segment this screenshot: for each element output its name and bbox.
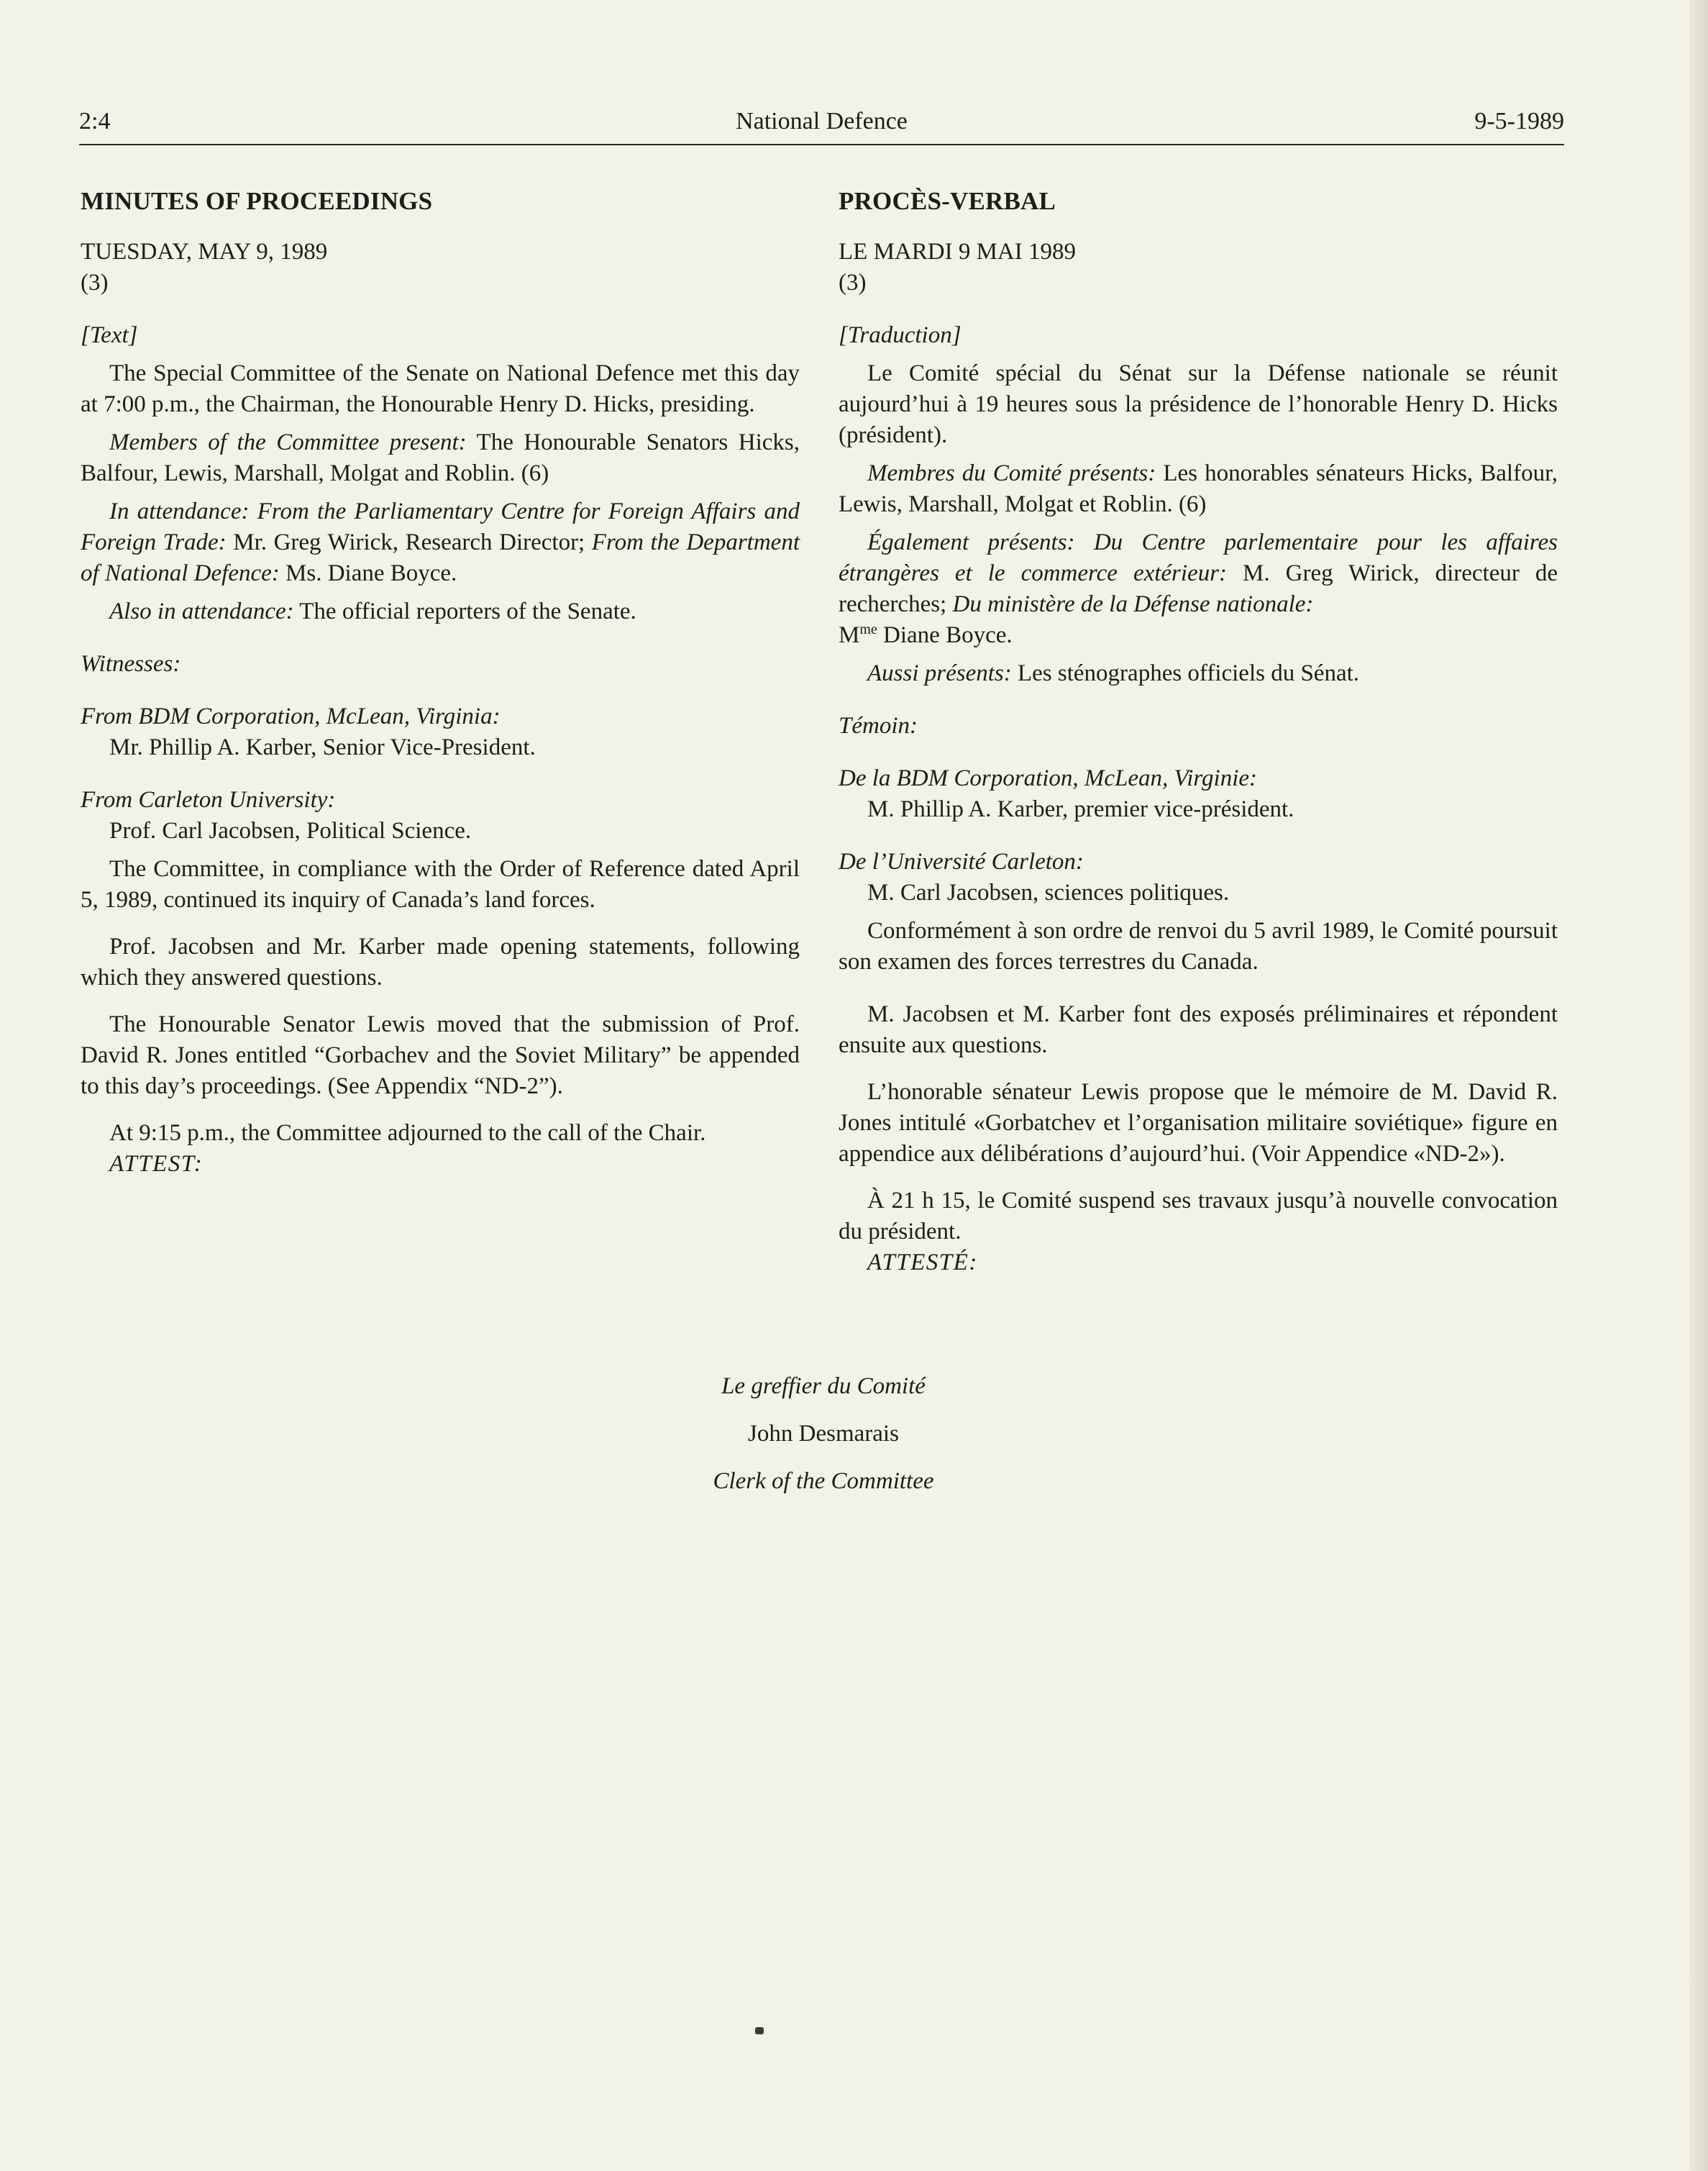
members-present-fr — [839, 458, 1558, 520]
also-label-fr: Aussi présents: — [867, 660, 1012, 686]
clerk-title-fr: Le greffier du Comité — [721, 1373, 926, 1399]
witnesses-heading-fr: Témoin: — [839, 713, 918, 739]
clerk-name: John Desmarais — [748, 1421, 899, 1447]
attendance-label-1: In attendance: From the Parliamentary Centre for Foreign Affairs and Foreign Trade: — [81, 499, 800, 555]
page-edge — [1689, 0, 1708, 2171]
also-label: Also in attendance: — [109, 598, 294, 624]
witness-organization-2: From Carleton University: — [81, 787, 336, 813]
members-present — [81, 427, 800, 489]
motion-paragraph-fr: L’honorable sénateur Lewis propose que le mémoire de M. David R. Jones intitulé «Gorbatchev et l’organisation militaire soviétique» figure en appendice aux délibérations d’aujourd’hui. (Voir Appendice «ND-2»). — [839, 1079, 1558, 1167]
also-in-attendance-fr — [839, 658, 1558, 689]
attendance-text-2-fr: Diane Boyce. — [877, 622, 1013, 648]
opening-paragraph: The Special Committee of the Senate on National Defence met this day at 7:00 p.m., the Chairman, the Honourable Henry D. Hicks, presiding. — [81, 360, 800, 417]
attendance-label-1-fr: Également présents: Du Centre parlementaire pour les affaires étrangères et le commerce extérieur: — [839, 529, 1558, 586]
attendance-title-sup-fr: me — [859, 622, 877, 637]
witness-1: Mr. Phillip A. Karber, Senior Vice-President. — [109, 734, 536, 760]
witness-2: Prof. Carl Jacobsen, Political Science. — [109, 818, 472, 844]
witness-organization-1: From BDM Corporation, McLean, Virginia: — [81, 704, 501, 729]
members-names-fr: Les honorables sénateurs Hicks, Balfour, Lewis, Marshall, Molgat et Roblin. (6) — [839, 460, 1558, 517]
attendance-text-1-fr: M. Greg Wirick, directeur de recherches; — [839, 560, 1558, 617]
witness-organization-2-fr: De l’Université Carleton: — [839, 849, 1084, 875]
members-label: Members of the Committee present: — [109, 429, 467, 455]
statements-paragraph: Prof. Jacobsen and Mr. Karber made opening statements, following which they answered questions. — [81, 934, 800, 991]
attest-label: ATTEST: — [109, 1151, 204, 1177]
minutes-heading: MINUTES OF PROCEEDINGS — [81, 187, 433, 215]
meeting-date: TUESDAY, MAY 9, 1989 — [81, 239, 328, 265]
witness-1-fr: M. Phillip A. Karber, premier vice-président. — [867, 796, 1294, 822]
witness-2-fr: M. Carl Jacobsen, sciences politiques. — [867, 880, 1230, 906]
translation-tag: [Traduction] — [839, 322, 962, 348]
attendance-label-2: From the Department of National Defence: — [81, 529, 800, 586]
opening-paragraph-fr: Le Comité spécial du Sénat sur la Défense nationale se réunit aujourd’hui à 19 heures sous la présidence de l’honorable Henry D. Hicks (président). — [839, 360, 1558, 448]
signature-block — [0, 1362, 1647, 1505]
witness-organization-1-fr: De la BDM Corporation, McLean, Virginie: — [839, 765, 1258, 791]
publication-title: National Defence — [736, 108, 908, 135]
attendance-text-2: Ms. Diane Boyce. — [279, 560, 457, 586]
also-text: The official reporters of the Senate. — [293, 598, 636, 624]
page-folio: 2:4 — [79, 108, 111, 135]
adjournment-paragraph-fr: À 21 h 15, le Comité suspend ses travaux jusqu’à nouvelle convocation du président. — [839, 1188, 1558, 1244]
members-names: The Honourable Senators Hicks, Balfour, Lewis, Marshall, Molgat and Roblin. (6) — [81, 429, 800, 486]
scan-mark — [755, 2027, 764, 2034]
adjournment-paragraph: At 9:15 p.m., the Committee adjourned to the call of the Chair. — [109, 1120, 706, 1146]
order-of-reference-paragraph: The Committee, in compliance with the Order of Reference dated April 5, 1989, continued its inquiry of Canada’s land forces. — [81, 856, 800, 913]
attendance-title-fr: M — [839, 622, 860, 648]
in-attendance-fr — [839, 527, 1558, 651]
also-text-fr: Les sténographes officiels du Sénat. — [1011, 660, 1360, 686]
attest-label-fr: ATTESTÉ: — [867, 1250, 978, 1275]
header-rule — [79, 144, 1564, 145]
members-label-fr: Membres du Comité présents: — [867, 460, 1156, 486]
statements-paragraph-fr: M. Jacobsen et M. Karber font des exposés préliminaires et répondent ensuite aux questions. — [839, 1001, 1558, 1058]
clerk-title-en: Clerk of the Committee — [713, 1468, 934, 1494]
meeting-date-fr: LE MARDI 9 MAI 1989 — [839, 239, 1076, 265]
english-column — [81, 186, 800, 1180]
witnesses-heading: Witnesses: — [81, 651, 181, 677]
also-in-attendance — [81, 596, 800, 627]
motion-paragraph: The Honourable Senator Lewis moved that the submission of Prof. David R. Jones entitled “Gorbachev and the Soviet Military” be appended to this day’s proceedings. (See Appendix “ND-2”). — [81, 1011, 800, 1099]
attendance-text-1: Mr. Greg Wirick, Research Director; — [226, 529, 592, 555]
text-tag: [Text] — [81, 322, 138, 348]
meeting-number-fr: (3) — [839, 270, 867, 296]
attendance-label-2-fr: Du ministère de la Défense nationale: — [952, 591, 1314, 617]
proces-verbal-heading: PROCÈS-VERBAL — [839, 187, 1056, 215]
running-header — [79, 108, 1564, 145]
in-attendance — [81, 496, 800, 589]
header-date: 9-5-1989 — [1474, 108, 1564, 135]
meeting-number: (3) — [81, 270, 109, 296]
french-column — [839, 186, 1558, 1278]
order-of-reference-paragraph-fr: Conformément à son ordre de renvoi du 5 avril 1989, le Comité poursuit son examen des forces terrestres du Canada. — [839, 918, 1558, 975]
